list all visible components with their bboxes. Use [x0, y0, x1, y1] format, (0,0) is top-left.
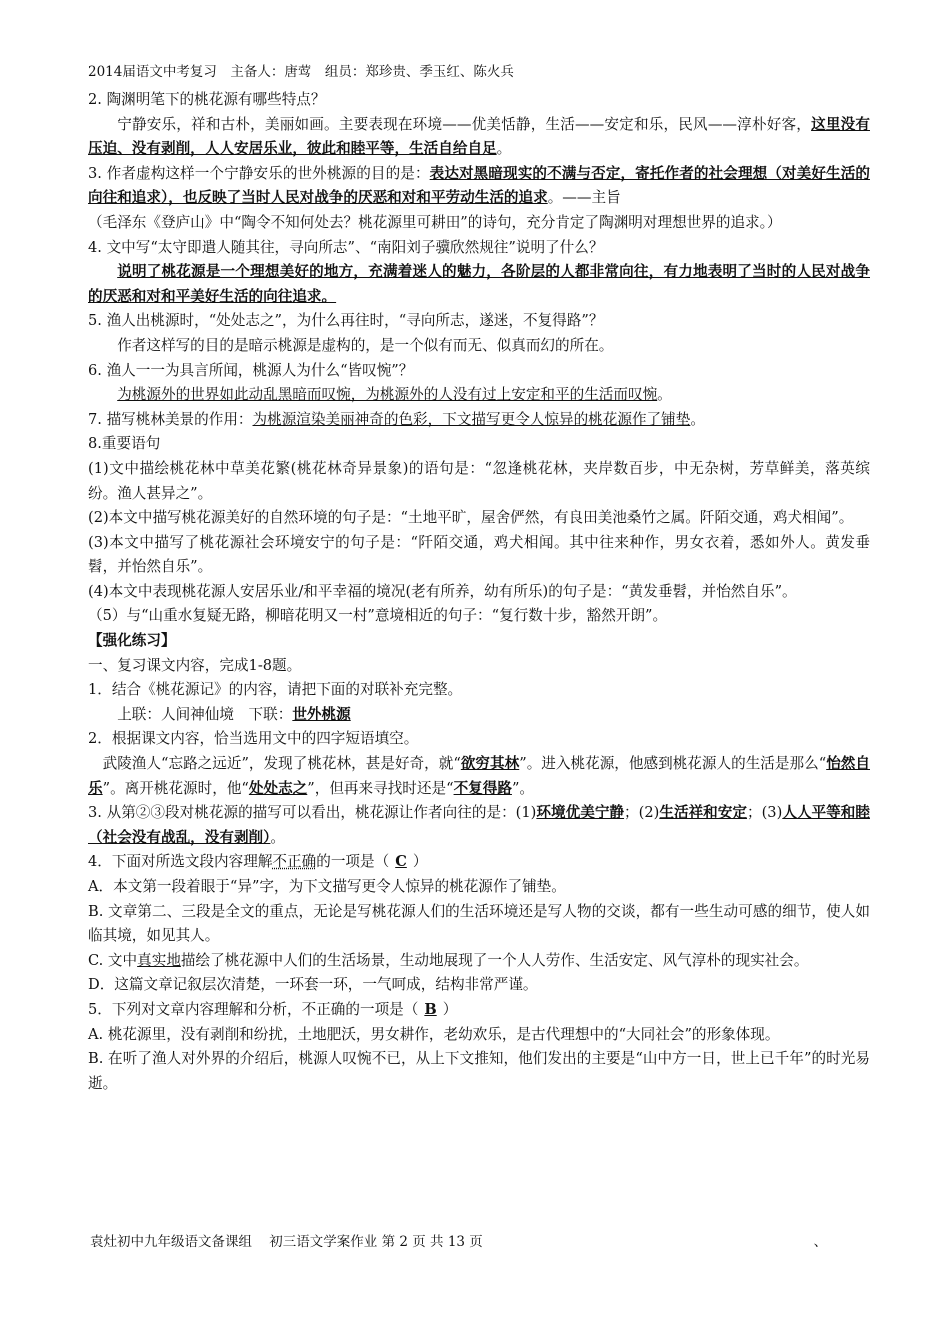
- p3-text-4: 。: [270, 828, 286, 846]
- q7-end: 。: [690, 410, 705, 428]
- p4-option-c-key: 真实地: [137, 951, 181, 969]
- p2-question: 2．根据课文内容，恰当选用文中的四字短语填空。: [88, 730, 419, 748]
- q8-item-4: (4)本文中表现桃花源人安居乐业/和平幸福的境况(老有所养，幼有所乐)的句子是：“黄发垂髫，并怡然自乐”。: [88, 582, 797, 600]
- q3-note: （毛泽东《登庐山》中“陶令不知何处去？桃花源里可耕田”的诗句，充分肯定了陶渊明对理想世界的追求。）: [88, 213, 782, 231]
- p5-option-b: B. 在听了渔人对外界的介绍后，桃源人叹惋不已，从上下文推知，他们发出的主要是“山中方一日，世上已千年”的时光易逝。: [88, 1050, 870, 1092]
- q6-question: 6. 渔人一一为具言所闻，桃源人为什么“皆叹惋”？: [88, 361, 414, 379]
- q2-answer: [88, 113, 870, 162]
- p4-option-d: D．这篇文章记叙层次清楚，一环套一环，一气呵成，结构非常严谨。: [88, 976, 538, 994]
- q6-answer-text: 为桃源外的世界如此动乱黑暗而叹惋，为桃源外的人没有过上安定和平的生活而叹惋: [117, 386, 658, 404]
- q2-answer-text: 宁静安乐，祥和古朴，美丽如画。主要表现在环境——优美恬静，生活——安定和乐，民风——淳朴好客，: [117, 115, 812, 133]
- p2-text-5: ”。: [511, 779, 535, 797]
- q8-item-5: （5）与“山重水复疑无路，柳暗花明又一村”意境相近的句子：“复行数十步，豁然开朗”。: [88, 607, 668, 625]
- p4-option-c-post: 描绘了桃花源中人们的生活场景，生动地展现了一个人人劳作、生活安定、风气淳朴的现实社会。: [180, 951, 809, 969]
- q8-item-3: (3)本文中描写了桃花源社会环境安宁的句子是：“阡陌交通，鸡犬相闻。其中往来种作，男女衣着，悉如外人。黄发垂髫，并怡然自乐”。: [88, 533, 870, 576]
- p3-question: [88, 801, 870, 850]
- p2-text-3: ”。离开桃花源时，他“: [102, 779, 249, 797]
- q6-answer: [88, 383, 870, 408]
- page-header: 2014届语文中考复习 主备人：唐莺 组员：郑珍贵、季玉红、陈火兵: [88, 64, 514, 80]
- p4-option-b: B. 文章第二、三段是全文的重点，无论是写桃花源人们的生活环境还是写人物的交谈，都有一些生动可感的细节，使人如临其境，如见其人。: [88, 902, 870, 945]
- p4-answer: C: [395, 853, 407, 871]
- footer-right: 、: [813, 1234, 828, 1250]
- p5-q-prefix: 5．下列对文章内容理解和分析，不正确的一项是（: [88, 1000, 419, 1018]
- p5-question: [88, 998, 870, 1023]
- p2-answer-1: 欲穷其林: [460, 755, 520, 773]
- q7-question: [88, 408, 870, 433]
- q3-suffix: 。——主旨: [547, 189, 621, 207]
- q2-answer-key: 这里没有压迫、没有剥削，人人安居乐业，彼此和睦平等，生活自给自足: [88, 115, 870, 158]
- practice-title: 【强化练习】: [88, 632, 176, 650]
- p3-text-1: 3. 从第②③段对桃花源的描写可以看出，桃花源让作者向往的是：(1): [88, 804, 537, 822]
- p4-option-c: [88, 949, 870, 974]
- q4-answer: [88, 260, 870, 309]
- p3-text-3: ；(3): [747, 804, 783, 822]
- p4-q-prefix: 4．下面对所选文段内容理解: [88, 853, 273, 871]
- q2-question: 2. 陶渊明笔下的桃花源有哪些特点？: [88, 91, 326, 108]
- q4-answer-text: 说明了桃花源是一个理想美好的地方，充满着迷人的魅力，各阶层的人都非常向往，有力地表明了当时的人民对战争的厌恶和对和平美好生活的向往追求。: [88, 263, 870, 305]
- footer-left: 袁灶初中九年级语文备课组: [90, 1234, 252, 1250]
- q4-question: 4. 文中写“太守即遣人随其往，寻向所志”、“南阳刘子骥欣然规往”说明了什么？: [88, 238, 604, 256]
- p4-option-c-pre: C. 文中: [88, 951, 138, 969]
- q5-answer: 作者这样写的目的是暗示桃源是虚构的，是一个似有而无、似真而幻的所在。: [117, 336, 614, 354]
- q8-title: 8.重要语句: [88, 435, 161, 453]
- p3-answer-3: 人人平等和睦（社会没有战乱，没有剥削）: [88, 804, 870, 846]
- q8-item-1: (1)文中描绘桃花林中草美花繁(桃花林奇异景象)的语句是：“忽逢桃花林，夹岸数百步，中无杂树，芳草鲜美，落英缤纷。渔人甚异之”。: [88, 459, 870, 502]
- q8-item-2: (2)本文中描写桃花源美好的自然环境的句子是：“土地平旷，屋舍俨然，有良田美池桑竹之属。阡陌交通，鸡犬相闻”。: [88, 509, 854, 527]
- p4-question: [88, 850, 870, 875]
- q3-prefix: 3. 作者虚构这样一个宁静安乐的世外桃源的目的是：: [88, 164, 430, 182]
- practice-section: 一、复习课文内容，完成1-8题。: [88, 656, 302, 674]
- p2-text-1: 武陵渔人“忘路之远近”，发现了桃花林，甚是好奇，就“: [102, 755, 461, 773]
- p4-option-a: A．本文第一段着眼于“异”字，为下文描写更令人惊异的桃花源作了铺垫。: [88, 878, 566, 895]
- p3-answer-1: 环境优美宁静: [536, 804, 625, 822]
- q6-answer-end: 。: [657, 386, 672, 404]
- p4-q-end: ）: [412, 853, 428, 871]
- q7-answer: 为桃源渲染美丽神奇的色彩，下文描写更令人惊异的桃花源作了铺垫: [252, 410, 691, 428]
- p4-q-mid: 的一项是（: [316, 853, 390, 871]
- q3-answer: 表达对黑暗现实的不满与否定，寄托作者的社会理想（对美好生活的向往和追求），也反映了当时人民对战争的厌恶和对和平劳动生活的追求: [88, 164, 870, 207]
- page-footer: [90, 1232, 860, 1252]
- p1-question: 1．结合《桃花源记》的内容，请把下面的对联补充完整。: [88, 681, 463, 699]
- document-page: [88, 62, 870, 1096]
- q2-answer-end: 。: [496, 140, 512, 158]
- p1-couplet: [88, 703, 870, 728]
- q3-question: [88, 162, 870, 211]
- p1-couplet-text: 上联：人间神仙境 下联：: [117, 705, 293, 723]
- p2-answer-2: 怡然自乐: [88, 755, 870, 797]
- p3-answer-2: 生活祥和安定: [659, 804, 748, 822]
- p2-answer-4: 不复得路: [453, 779, 512, 797]
- p5-answer: B: [424, 1000, 437, 1018]
- document-body: [88, 88, 870, 1096]
- p5-q-end: ）: [442, 1000, 458, 1018]
- p2-answer-3: 处处志之: [248, 779, 308, 797]
- footer-center: 初三语文学案作业 第 2 页 共 13 页: [269, 1234, 483, 1250]
- p2-passage: [88, 752, 870, 801]
- p2-text-2: ”。进入桃花源，他感到桃花源人的生活是那么“: [519, 755, 827, 773]
- p2-text-4: ”，但再来寻找时还是“: [307, 779, 454, 797]
- p5-option-a: A. 桃花源里，没有剥削和纷扰，土地肥沃，男女耕作，老幼欢乐，是古代理想中的“大同社会”的形象体现。: [88, 1025, 780, 1043]
- p4-q-negation: 不正确: [272, 853, 317, 871]
- q7-prefix: 7. 描写桃林美景的作用：: [88, 410, 253, 428]
- p1-answer: 世外桃源: [292, 705, 351, 723]
- q5-question: 5. 渔人出桃源时，“处处志之”，为什么再往时，“寻向所志，遂迷，不复得路”？: [88, 312, 604, 330]
- p3-text-2: ；(2): [624, 804, 660, 822]
